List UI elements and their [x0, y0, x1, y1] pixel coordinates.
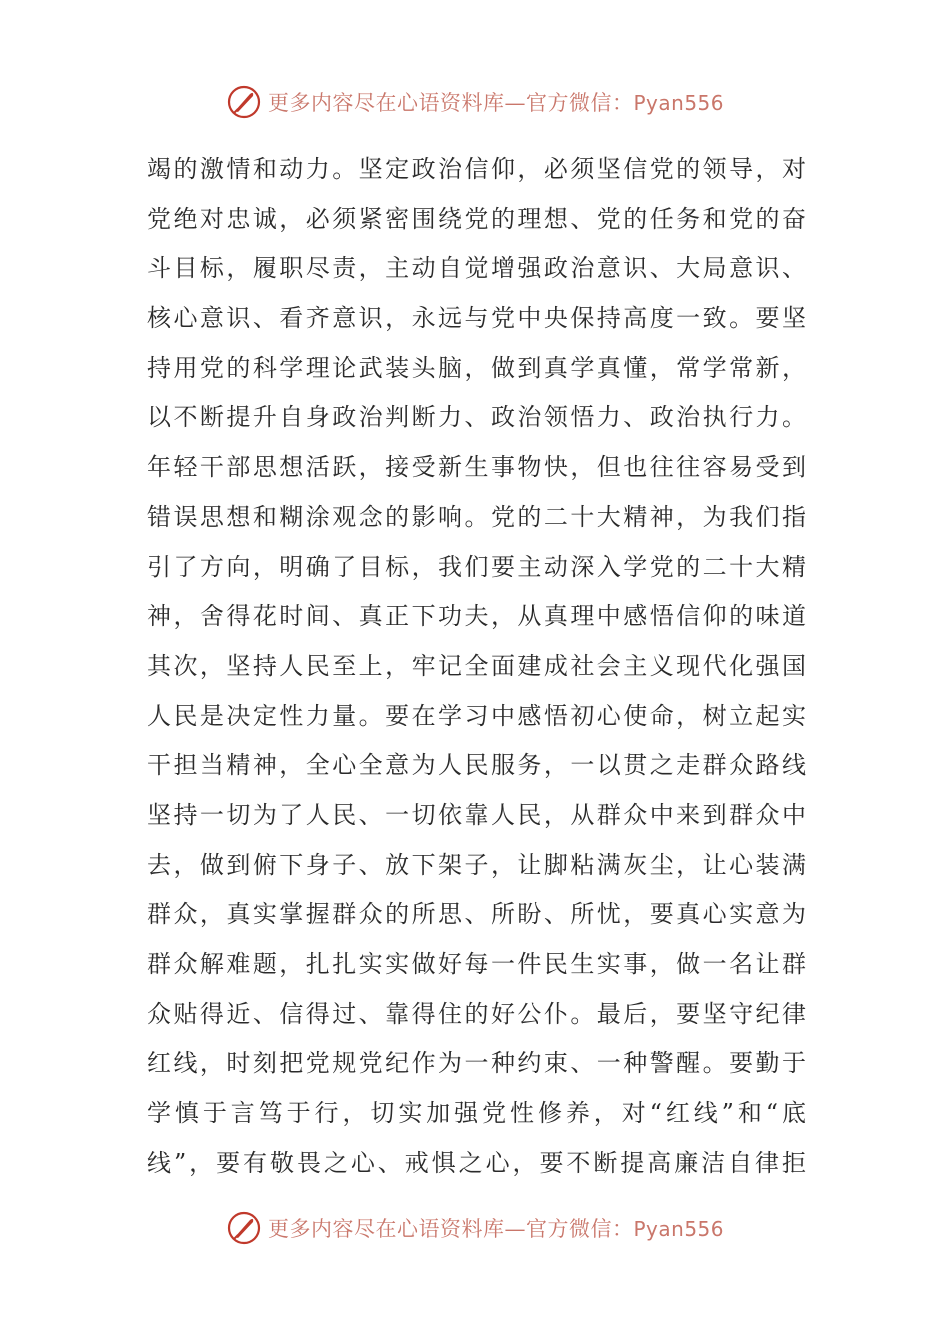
text-line: 去，做到俯下身子、放下架子，让脚粘满灰尘，让心装满 — [147, 850, 807, 879]
wechat-id: Pyan556 — [633, 1217, 724, 1241]
text-line: 群众解难题，扎扎实实做好每一件民生实事，做一名让群 — [147, 950, 807, 978]
quill-pen-logo-icon — [226, 84, 262, 120]
text-line: 党绝对忠诚，必须紧密围绕党的理想、党的任务和党的奋 — [147, 204, 807, 233]
text-line: 持用党的科学理论武装头脑，做到真学真懂，常学常新， — [147, 353, 807, 382]
text-line: 引了方向，明确了目标，我们要主动深入学党的二十大精 — [147, 552, 807, 581]
text-line: 干担当精神，全心全意为人民服务，一以贯之走群众路线 — [147, 751, 807, 780]
text-line: 核心意识、看齐意识，永远与党中央保持高度一致。要坚 — [147, 304, 807, 333]
text-line: 学慎于言笃于行，切实加强党性修养，对“红线”和“底 — [147, 1099, 807, 1128]
footer-watermark-banner — [0, 1208, 950, 1248]
text-line: 其次，坚持人民至上，牢记全面建成社会主义现代化强国 — [147, 651, 807, 680]
text-line: 群众，真实掌握群众的所思、所盼、所忧，要真心实意为 — [147, 900, 807, 929]
text-line: 坚持一切为了人民、一切依靠人民，从群众中来到群众中 — [147, 800, 807, 829]
text-line: 线”，要有敬畏之心、戒惧之心，要不断提高廉洁自律拒 — [147, 1148, 807, 1177]
wechat-id: Pyan556 — [633, 91, 724, 115]
text-line: 竭的激情和动力。坚定政治信仰，必须坚信党的领导，对 — [147, 155, 807, 183]
text-line: 红线，时刻把党规党纪作为一种约束、一种警醒。要勤于 — [147, 1049, 807, 1078]
text-line: 众贴得近、信得过、靠得住的好公仆。最后，要坚守纪律 — [147, 999, 807, 1028]
text-line: 斗目标，履职尽责，主动自觉增强政治意识、大局意识、 — [147, 254, 807, 283]
text-line: 以不断提升自身政治判断力、政治领悟力、政治执行力。 — [147, 403, 807, 432]
quill-pen-logo-icon — [226, 1210, 262, 1246]
text-line: 年轻干部思想活跃，接受新生事物快，但也往往容易受到 — [147, 453, 807, 482]
text-line: 神，舍得花时间、真正下功夫，从真理中感悟信仰的味道 — [147, 602, 807, 631]
header-watermark-banner — [0, 82, 950, 122]
watermark-text: 更多内容尽在心语资料库—官方微信：Pyan556 — [267, 1217, 724, 1241]
text-line: 人民是决定性力量。要在学习中感悟初心使命，树立起实 — [147, 701, 807, 730]
watermark-text: 更多内容尽在心语资料库—官方微信：Pyan556 — [267, 91, 724, 115]
text-line: 错误思想和糊涂观念的影响。党的二十大精神，为我们指 — [147, 502, 807, 531]
document-body — [147, 145, 807, 1188]
